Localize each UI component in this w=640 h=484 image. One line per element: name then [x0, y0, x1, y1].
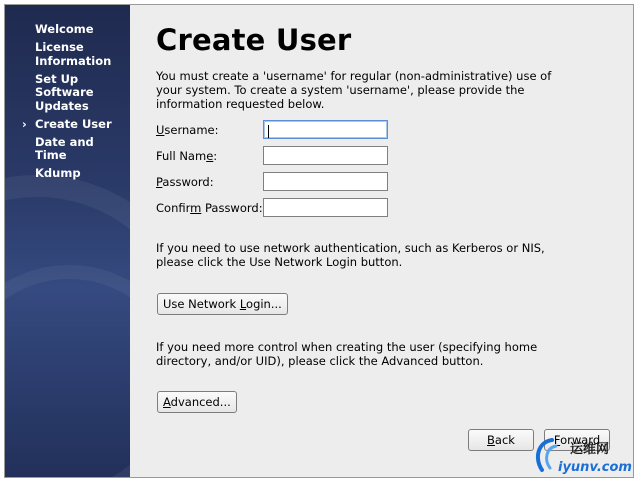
full-name-label: Full Name:: [156, 149, 218, 163]
username-label: Username:: [156, 123, 219, 137]
content-area: [130, 5, 633, 477]
advanced-button[interactable]: Advanced...: [157, 391, 237, 413]
forward-button[interactable]: Forward: [544, 429, 610, 451]
step-label: Kdump: [35, 166, 81, 180]
step-item-software-updates: [5, 73, 130, 114]
step-item-create-user: [5, 118, 130, 132]
text-caret: [268, 125, 269, 138]
full-name-input[interactable]: [263, 146, 388, 165]
username-input[interactable]: [263, 120, 388, 139]
network-login-text: If you need to use network authentication, such as Kerberos or NIS, please click the Use Network Login button.: [156, 241, 545, 269]
back-button[interactable]: Back: [468, 429, 534, 451]
advanced-text: If you need more control when creating the user (specifying home directory, and/or UID), please click the Advanced button.: [156, 340, 538, 368]
firstboot-window: [4, 4, 634, 478]
step-item-kdump: [5, 167, 130, 181]
step-item-welcome: [5, 23, 130, 37]
current-step-arrow-icon: ›: [22, 116, 27, 131]
watermark-text-url: iyunv.com: [558, 460, 632, 475]
password-label: Password:: [156, 175, 214, 189]
sidebar-decoration-2: [5, 265, 130, 477]
page-title: Create User: [156, 23, 352, 57]
step-label: Set Up Software Updates: [35, 71, 94, 113]
intro-text: You must create a 'username' for regular (non-administrative) use of your system. To create a system 'username', please provide the information requested below.: [156, 69, 552, 111]
confirm-password-input[interactable]: [263, 198, 388, 217]
step-label: Welcome: [35, 22, 94, 36]
use-network-login-button[interactable]: Use Network Login...: [157, 293, 288, 315]
confirm-password-label: Confirm Password:: [156, 201, 263, 215]
step-sidebar: [5, 5, 130, 477]
step-label: Date and Time: [35, 134, 94, 162]
watermark-text-cn: 运维网: [570, 442, 610, 457]
step-label: Create User: [35, 116, 112, 131]
step-item-license-information: [5, 41, 130, 68]
step-item-date-and-time: [5, 136, 130, 163]
step-label: License Information: [35, 40, 112, 68]
password-input[interactable]: [263, 172, 388, 191]
step-list: [5, 23, 130, 185]
site-watermark: [532, 436, 636, 480]
